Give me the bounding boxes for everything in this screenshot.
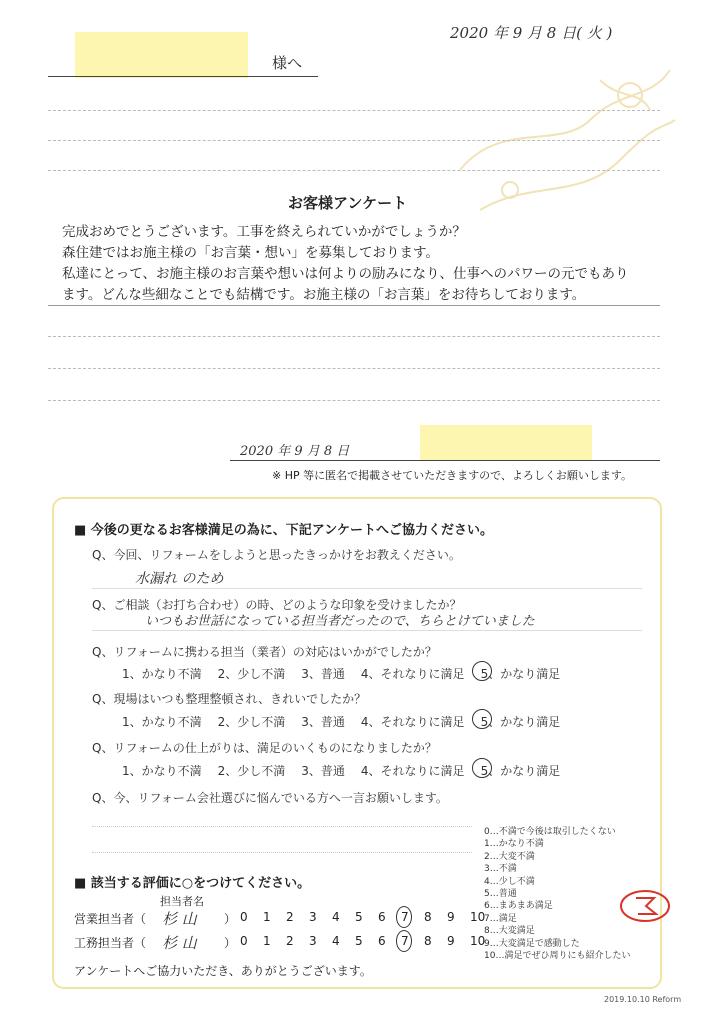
option-4[interactable]: 4、それなりに満足 [360,667,465,681]
selected-option-mark [472,709,492,729]
option-3[interactable]: 3、普通 [301,715,345,729]
score-5[interactable]: 5 [355,910,363,924]
close-paren: ） [224,936,237,950]
answer-1: 水漏れ のため [135,571,224,587]
score-6[interactable]: 6 [378,934,386,948]
sales-staff-label: 営業担当者（ [74,912,147,926]
intro-line-2: 森住建ではお施主様の「お言葉・想い」を募集しております。 [62,245,439,261]
comment-line [48,368,660,369]
recipient-name-redacted [75,32,248,78]
question-2: Q、ご相談（お打ち合わせ）の時、どのような印象を受けましたか？ [92,598,462,612]
construction-staff-name: 杉 山 [162,934,197,952]
intro-line-4: ます。どんな些細なことでも結構です。お施主様の「お言葉」をお待ちしております。 [62,287,586,303]
sales-staff-name: 杉 山 [162,910,197,928]
option-1[interactable]: 1、かなり不満 [122,715,202,729]
signature-name-redacted [420,425,592,461]
legend-item: 5…普通 [484,889,517,900]
score-7[interactable]: 7 [401,910,409,924]
score-0[interactable]: 0 [240,910,248,924]
legend-item: 6…まあまあ満足 [484,901,553,912]
options-row-q3 [122,665,560,682]
comment-line [48,305,660,306]
guide-line [48,110,660,111]
thanks-text: アンケートへご協力いただき、ありがとうございます。 [74,964,372,978]
option-2[interactable]: 2、少し不満 [217,764,286,778]
score-5[interactable]: 5 [355,934,363,948]
score-2[interactable]: 2 [286,910,294,924]
option-5[interactable]: 5、かなり満足 [480,715,561,729]
signature-date: 2020 年 9 月 8 日 [240,444,350,459]
legend-item: 7…満足 [484,913,517,924]
score-4[interactable]: 4 [332,910,340,924]
answer-line [92,630,642,631]
question-6: Q、今、リフォーム会社選びに悩んでいる方へ一言お願いします。 [92,791,448,805]
header-date: 2020 年 9 月 8 日( 火 ) [450,24,613,42]
answer-line [92,588,642,589]
legend-item: 9…大変満足で感動した [484,938,580,949]
rating-heading: ■ 該当する評価に○をつけてください。 [74,876,311,891]
sales-score-row [240,910,493,924]
legend-item: 8…大変満足 [484,926,535,937]
page-title: お客様アンケート [288,194,408,212]
score-3[interactable]: 3 [309,910,317,924]
answer-line [92,852,472,853]
stamp-mark [618,888,672,924]
question-4: Q、現場はいつも整理整頓され、きれいでしたか？ [92,692,367,706]
close-paren: ） [224,912,237,926]
construction-score-row [240,934,493,948]
signature-notice: ※ HP 等に匿名で掲載させていただきますので、よろしくお願いします。 [272,469,633,482]
selected-option-mark [472,758,492,778]
option-5[interactable]: 5、かなり満足 [480,667,561,681]
construction-staff-label: 工務担当者（ [74,936,147,950]
staff-name-label: 担当者名 [160,895,204,908]
option-2[interactable]: 2、少し不満 [217,667,286,681]
guide-line [48,170,660,171]
legend-item: 0…不満で今後は取引したくない [484,827,616,837]
recipient-suffix: 様へ [272,54,303,72]
option-4[interactable]: 4、それなりに満足 [360,764,465,778]
guide-line [48,140,660,141]
legend-item: 3…不満 [484,864,517,875]
answer-line [92,826,472,827]
score-2[interactable]: 2 [286,934,294,948]
intro-line-3: 私達にとって、お施主様のお言葉や想いは何よりの励みになり、仕事へのパワーの元でもあり [62,266,629,282]
score-1[interactable]: 1 [263,910,271,924]
signature-underline [230,460,660,461]
selected-score-mark [396,906,412,928]
legend-item: 10…満足でぜひ周りにも紹介したい [484,951,631,962]
score-0[interactable]: 0 [240,934,248,948]
option-3[interactable]: 3、普通 [301,667,345,681]
score-10[interactable]: 10 [470,910,486,924]
survey-heading: ■ 今後の更なるお客様満足の為に、下記アンケートへご協力ください。 [74,523,494,538]
comment-line [48,400,660,401]
selected-option-mark [472,661,492,681]
question-5: Q、リフォームの仕上がりは、満足のいくものになりましたか？ [92,741,437,755]
score-8[interactable]: 8 [424,910,432,924]
score-7[interactable]: 7 [401,934,409,948]
option-1[interactable]: 1、かなり不満 [122,667,202,681]
legend-item: 1…かなり不満 [484,839,544,850]
option-1[interactable]: 1、かなり不満 [122,764,202,778]
score-10[interactable]: 10 [470,934,486,948]
selected-score-mark [396,930,412,952]
intro-line-1: 完成おめでとうございます。工事を終えられていかがでしょうか？ [62,224,466,240]
comment-line [48,336,660,337]
legend-item: 2…大変不満 [484,851,535,862]
options-row-q5 [122,762,560,779]
option-5[interactable]: 5、かなり満足 [480,764,561,778]
score-3[interactable]: 3 [309,934,317,948]
option-2[interactable]: 2、少し不満 [217,715,286,729]
decorative-flourish [440,60,680,230]
options-row-q4 [122,713,560,730]
answer-2: いつもお世話になっている担当者だったので、ちらとけていました [145,614,535,629]
question-1: Q、今回、リフォームをしようと思ったきっかけをお教えください。 [92,548,461,562]
version-label: 2019.10.10 Reform [604,995,682,1004]
score-9[interactable]: 9 [447,934,455,948]
recipient-underline [48,76,318,77]
score-6[interactable]: 6 [378,910,386,924]
score-4[interactable]: 4 [332,934,340,948]
score-9[interactable]: 9 [447,910,455,924]
score-8[interactable]: 8 [424,934,432,948]
question-3: Q、リフォームに携わる担当（業者）の対応はいかがでしたか？ [92,645,437,659]
legend-item: 4…少し不満 [484,876,535,887]
option-4[interactable]: 4、それなりに満足 [360,715,465,729]
score-1[interactable]: 1 [263,934,271,948]
option-3[interactable]: 3、普通 [301,764,345,778]
score-legend [484,826,630,962]
